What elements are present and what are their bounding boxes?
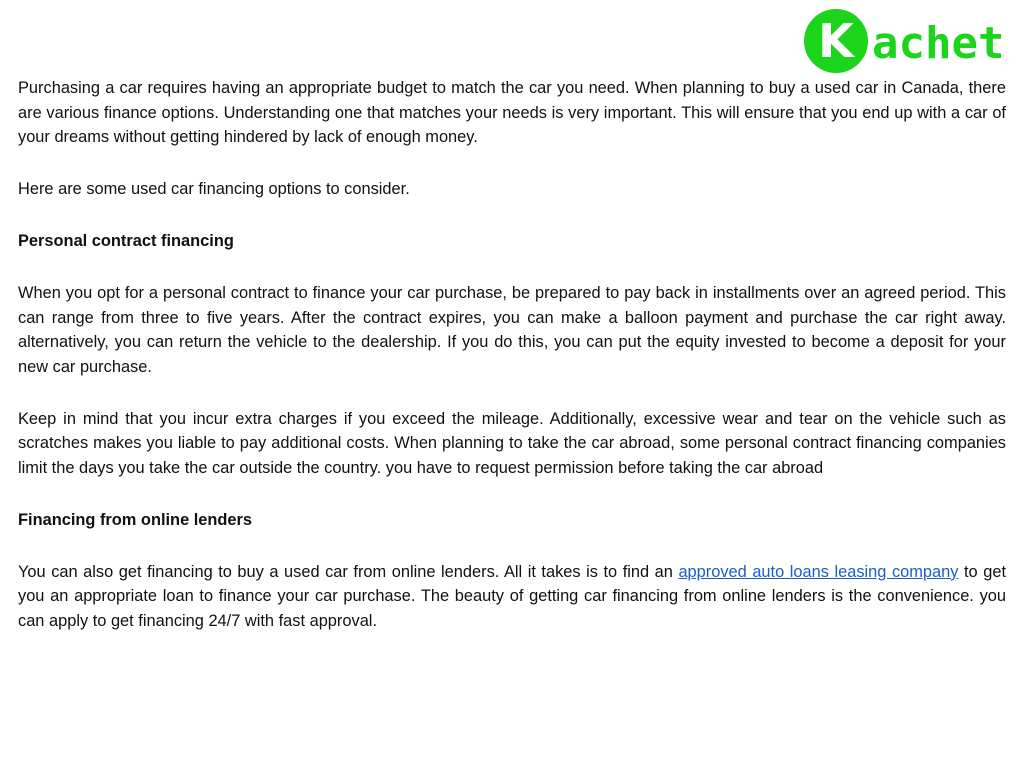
online-lenders-text-start: You can also get financing to buy a used car from online lenders. All it takes is to find an [18, 562, 679, 581]
mileage-paragraph: Keep in mind that you incur extra charges if you exceed the mileage. Additionally, excessive wear and tear on the vehicle such as scratches makes you liable to pay additional costs. When planning to take the car abroad, some personal contract financing companies limit the days you take the car outside the country. you have to request permission before taking the car abroad [18, 409, 1006, 477]
kachet-logo[interactable] [798, 8, 1012, 74]
lead-paragraph: Here are some used car financing options to consider. [18, 180, 410, 198]
auto-loans-link[interactable]: approved auto loans leasing company [678, 562, 959, 581]
logo-letter: K [818, 14, 854, 68]
article-body [18, 76, 1006, 661]
personal-contract-paragraph: When you opt for a personal contract to finance your car purchase, be prepared to pay back in installments over an agreed period. This can range from three to five years. After the contract expires, you can make a balloon payment and purchase the car right away. alternatively, you can return the vehicle to the dealership. If you do this, you can put the equity invested to become a deposit for your new car purchase. [18, 284, 1006, 376]
logo-text: achet [872, 18, 1005, 69]
online-lenders-paragraph [18, 560, 1006, 634]
heading-personal-contract: Personal contract financing [18, 232, 234, 250]
intro-paragraph: Purchasing a car requires having an appropriate budget to match the car you need. When planning to buy a used car in Canada, there are various finance options. Understanding one that matches your needs is very important. This will ensure that you end up with a car of your dreams without getting hindered by lack of enough money. [18, 79, 1006, 146]
heading-online-lenders: Financing from online lenders [18, 510, 253, 529]
online-lenders-text-end: to get you an appropriate loan to finance your car purchase. The beauty of getting car financing from online lenders is the convenience. you can apply to get financing 24/7 with fast approval. [18, 562, 1006, 630]
kachet-logo-graphic [798, 8, 1012, 74]
